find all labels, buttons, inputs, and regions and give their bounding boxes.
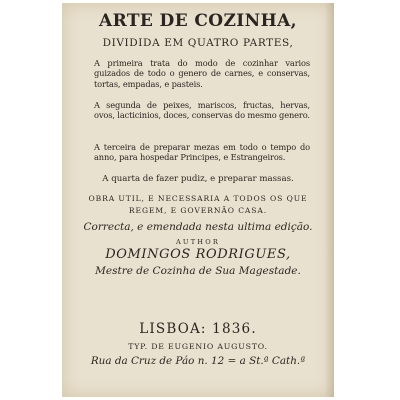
- edition-note: Correcta, e emendada nesta ultima edição.: [83, 221, 313, 233]
- title-page: [62, 3, 334, 397]
- part-two-description: A segunda de peixes, mariscos, fructas, hervas, ovos, lacticinios, doces, conservas do mesmo genero.: [94, 100, 310, 121]
- author-title: Mestre de Cozinha de Sua Magestade.: [95, 265, 301, 277]
- author-label: AUTHOR: [175, 238, 221, 246]
- part-one-description: A primeira trata do modo de cozinhar varios guizados de todo o genero de carnes, e conservas, tortas, empadas, e pasteis.: [94, 58, 310, 89]
- book-subtitle: DIVIDIDA EM QUATRO PARTES,: [102, 37, 294, 49]
- author-name: DOMINGOS RODRIGUES,: [105, 247, 291, 262]
- usefulness-line-2: REGEM, E GOVERNÃO CASA.: [128, 206, 268, 215]
- imprint-city-year: LISBOA: 1836.: [139, 321, 257, 337]
- usefulness-line-1: OBRA UTIL, E NECESSARIA A TODOS OS QUE: [88, 194, 308, 203]
- imprint-address: Rua da Cruz de Páo n. 12 = a St.ª Cath.ª: [90, 355, 306, 367]
- book-title: ARTE DE COZINHA,: [99, 11, 297, 31]
- part-four-description: A quarta de fazer pudiz, e preparar massas.: [102, 174, 294, 184]
- part-three-description: A terceira de preparar mezas em todo o tempo do anno, para hospedar Principes, e Estrangeiros.: [94, 142, 310, 163]
- imprint-printer: TYP. DE EUGENIO AUGUSTO.: [128, 342, 268, 351]
